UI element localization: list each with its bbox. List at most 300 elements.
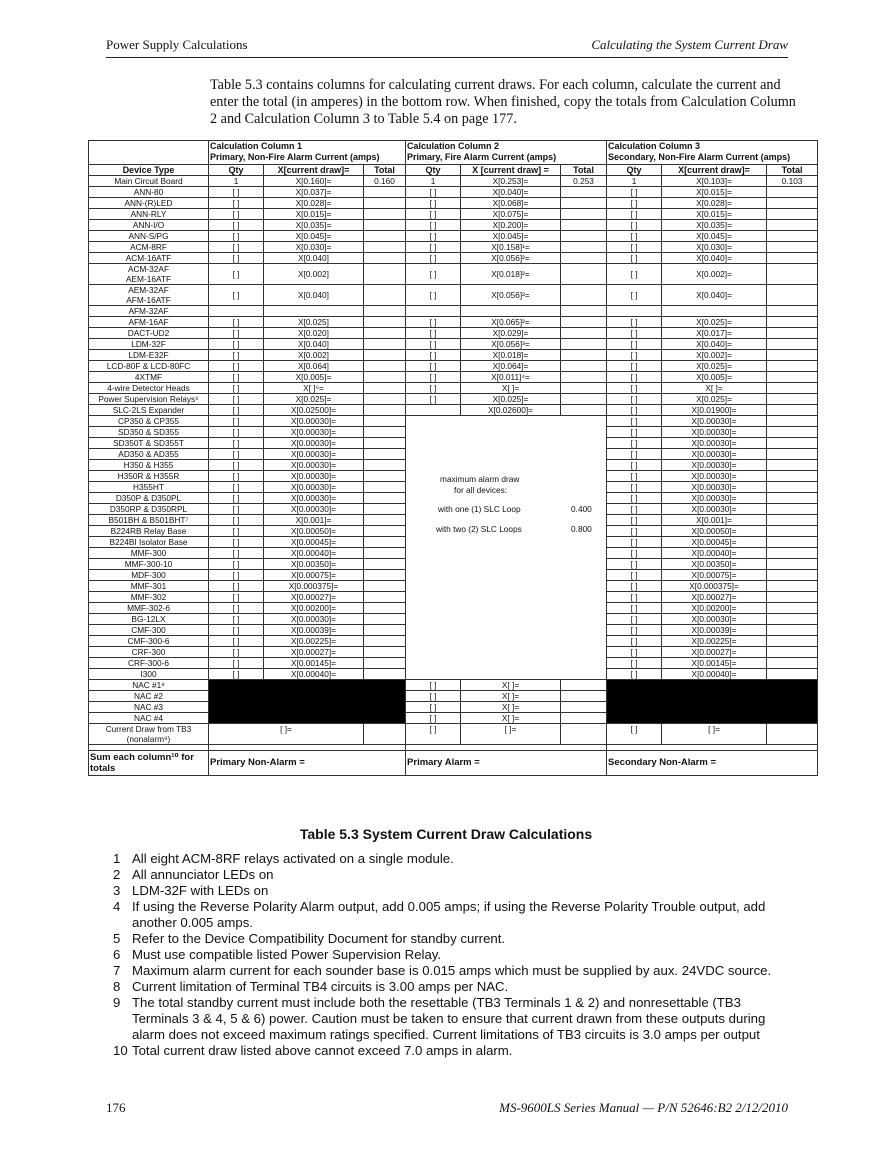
qty-field[interactable]: [ ] (607, 198, 662, 209)
qty-field[interactable]: [ ] (607, 515, 662, 526)
qty-field[interactable]: [ ] (607, 636, 662, 647)
table-row (89, 328, 818, 339)
total-field[interactable] (364, 647, 406, 658)
device-cell: CRF-300 (89, 647, 209, 658)
qty-field[interactable]: [ ] (607, 405, 662, 416)
total-field[interactable] (561, 264, 607, 285)
device-cell: MMF-300-10 (89, 559, 209, 570)
total-field[interactable] (767, 416, 818, 427)
total-field[interactable] (364, 209, 406, 220)
running-header-right: Calculating the System Current Draw (591, 37, 788, 52)
total-field[interactable] (364, 493, 406, 504)
total-field[interactable] (767, 570, 818, 581)
total-field[interactable] (364, 625, 406, 636)
footnote-text: All eight ACM-8RF relays activated on a single module. (132, 851, 454, 866)
total-field[interactable] (364, 482, 406, 493)
total-field[interactable] (767, 220, 818, 231)
qty-field[interactable]: [ ] (406, 285, 461, 306)
qty-field[interactable]: [ ] (209, 253, 264, 264)
device-cell: ACM-16ATF (89, 253, 209, 264)
total-field[interactable] (364, 253, 406, 264)
total-field[interactable] (767, 669, 818, 680)
qty-field[interactable]: [ ] (607, 482, 662, 493)
total-field[interactable] (364, 416, 406, 427)
device-cell: AFM-32AF (89, 306, 209, 317)
total-field[interactable] (364, 317, 406, 328)
total-field[interactable] (364, 636, 406, 647)
draw-cell: X[0.00030]= (662, 504, 767, 515)
total-field[interactable] (364, 570, 406, 581)
total-field[interactable] (364, 231, 406, 242)
current-draw-table (88, 140, 818, 776)
qty-field[interactable]: [ ] (209, 383, 264, 394)
qty-field[interactable]: [ ] (607, 187, 662, 198)
note-top-spacer (406, 416, 606, 474)
total-field[interactable] (364, 559, 406, 570)
qty-field[interactable]: [ ] (607, 285, 662, 306)
qty-field[interactable]: [ ] (209, 361, 264, 372)
total-cell[interactable]: 0.103 (767, 176, 818, 187)
draw-cell: X[0.025]= (662, 361, 767, 372)
qty-field[interactable]: [ ] (209, 493, 264, 504)
total-field[interactable] (561, 209, 607, 220)
device-cell: AFM-16AF (89, 317, 209, 328)
total-field[interactable] (767, 581, 818, 592)
draw-cell: X[0.00030]= (662, 471, 767, 482)
draw-cell: X[0.00030]= (264, 482, 364, 493)
qty-field[interactable]: [ ] (406, 713, 461, 724)
total-cell[interactable]: 0.160 (364, 176, 406, 187)
total-field[interactable] (767, 317, 818, 328)
total-field[interactable] (767, 394, 818, 405)
total-field[interactable] (364, 526, 406, 537)
qty-field[interactable]: [ ] (406, 680, 461, 691)
draw-cell: X[0.103]= (662, 176, 767, 187)
total-field[interactable] (767, 658, 818, 669)
draw-cell: X[0.040] (264, 253, 364, 264)
empty-cell (209, 306, 264, 317)
qty-field[interactable]: [ ] (607, 614, 662, 625)
footnote-number: 9 (113, 995, 121, 1010)
tb3-field[interactable]: [ ]= (209, 724, 364, 745)
total-field[interactable] (364, 242, 406, 253)
total-cell[interactable]: 0.253 (561, 176, 607, 187)
total-field[interactable] (561, 361, 607, 372)
total-field[interactable] (561, 383, 607, 394)
footnote-text: Must use compatible listed Power Supervision Relay. (132, 947, 442, 962)
qty-field[interactable]: [ ] (607, 493, 662, 504)
qty-field[interactable]: [ ] (209, 526, 264, 537)
qty-field[interactable]: [ ] (607, 669, 662, 680)
qty-field[interactable]: [ ] (607, 647, 662, 658)
qty-field[interactable]: [ ] (209, 614, 264, 625)
qty-field[interactable]: [ ] (607, 220, 662, 231)
qty-field[interactable]: [ ] (607, 460, 662, 471)
sum-s2-field[interactable]: Primary Alarm = (406, 751, 607, 776)
total-field[interactable] (561, 394, 607, 405)
qty-field[interactable]: [ ] (209, 427, 264, 438)
total-field[interactable] (767, 493, 818, 504)
total-field[interactable] (767, 460, 818, 471)
draw-cell: X[ ]= (662, 383, 767, 394)
qty-field[interactable]: [ ] (209, 581, 264, 592)
table-row (89, 339, 818, 350)
total-field[interactable] (561, 317, 607, 328)
qty-field[interactable]: [ ] (209, 669, 264, 680)
qty-field[interactable]: [ ] (406, 383, 461, 394)
total-field[interactable] (561, 713, 607, 724)
total-field[interactable] (767, 372, 818, 383)
qty-field[interactable]: [ ] (406, 317, 461, 328)
total-field[interactable] (561, 231, 607, 242)
qty-field[interactable]: [ ] (209, 592, 264, 603)
qty-field[interactable]: [ ] (209, 570, 264, 581)
total-field[interactable] (364, 350, 406, 361)
qty-field[interactable]: [ ] (209, 515, 264, 526)
table-row (89, 361, 818, 372)
qty-field[interactable]: [ ] (209, 209, 264, 220)
device-cell: AD350 & AD355 (89, 449, 209, 460)
footnote-number: 1 (113, 851, 121, 866)
device-cell: MDF-300 (89, 570, 209, 581)
total-field[interactable] (364, 328, 406, 339)
total-field[interactable] (561, 350, 607, 361)
total-field[interactable] (561, 328, 607, 339)
qty-field[interactable]: [ ] (406, 328, 461, 339)
draw-cell: X[0.253]= (461, 176, 561, 187)
qty-field[interactable]: [ ] (406, 198, 461, 209)
qty-field[interactable]: [ ] (607, 328, 662, 339)
qty-field[interactable]: [ ] (209, 220, 264, 231)
device-cell: LDM-E32F (89, 350, 209, 361)
qty-field[interactable]: [ ] (607, 658, 662, 669)
total-field[interactable] (364, 220, 406, 231)
device-cell: Power Supervision Relays⁶ (89, 394, 209, 405)
total-field[interactable] (767, 427, 818, 438)
total-field[interactable] (364, 460, 406, 471)
qty-field[interactable]: [ ] (607, 339, 662, 350)
total-field[interactable] (767, 647, 818, 658)
qty-field[interactable]: [ ] (209, 603, 264, 614)
qty-field[interactable]: [ ] (607, 504, 662, 515)
total-field[interactable] (364, 361, 406, 372)
footnote-item (113, 963, 793, 979)
draw-cell: X[0.001]= (662, 515, 767, 526)
draw-cell: X[0.002]= (662, 264, 767, 285)
qty-field[interactable]: [ ] (607, 253, 662, 264)
qty-field[interactable]: [ ] (607, 361, 662, 372)
draw-header-1: X[current draw]= (264, 165, 364, 176)
qty-field[interactable]: [ ] (607, 231, 662, 242)
footnote-item (113, 995, 793, 1043)
total-field[interactable] (364, 339, 406, 350)
total-field[interactable] (767, 515, 818, 526)
total-field[interactable] (767, 449, 818, 460)
total-field[interactable] (767, 242, 818, 253)
total-field[interactable] (364, 198, 406, 209)
total-field[interactable] (767, 504, 818, 515)
total-field[interactable] (767, 264, 818, 285)
total-field[interactable] (364, 515, 406, 526)
total-field[interactable] (561, 253, 607, 264)
total-field[interactable] (767, 471, 818, 482)
qty-field[interactable]: [ ] (209, 242, 264, 253)
total-field[interactable] (364, 724, 406, 745)
total-field[interactable] (767, 603, 818, 614)
draw-cell: X[0.015]= (662, 187, 767, 198)
qty-field[interactable]: [ ] (209, 198, 264, 209)
qty-field[interactable]: [ ] (209, 339, 264, 350)
qty-field[interactable]: [ ] (607, 537, 662, 548)
qty-cell[interactable]: 1 (406, 176, 461, 187)
qty-field[interactable]: [ ] (209, 394, 264, 405)
total-field[interactable] (767, 625, 818, 636)
qty-field[interactable]: [ ] (209, 187, 264, 198)
device-cell: ANN-RLY (89, 209, 209, 220)
qty-field[interactable]: [ ] (209, 647, 264, 658)
total-field[interactable] (767, 548, 818, 559)
qty-field[interactable]: [ ] (607, 548, 662, 559)
qty-field[interactable]: [ ] (406, 691, 461, 702)
max-alarm-line1: maximum alarm draw (440, 474, 520, 484)
tb3-field[interactable]: [ ]= (461, 724, 561, 745)
qty-field[interactable]: [ ] (406, 361, 461, 372)
qty-field[interactable]: [ ] (406, 702, 461, 713)
total-field[interactable] (767, 198, 818, 209)
total-field[interactable] (364, 264, 406, 285)
total-field[interactable] (767, 614, 818, 625)
footnote-item (113, 867, 793, 883)
total-field[interactable] (767, 306, 818, 317)
total-field[interactable] (364, 537, 406, 548)
qty-cell[interactable]: 1 (607, 176, 662, 187)
qty-field[interactable]: [ ] (607, 317, 662, 328)
qty-field[interactable]: [ ] (209, 471, 264, 482)
qty-field[interactable]: [ ] (209, 350, 264, 361)
table-row-tb3 (89, 724, 818, 745)
total-field[interactable] (767, 187, 818, 198)
qty-field[interactable]: [ ] (406, 209, 461, 220)
total-field[interactable] (364, 285, 406, 306)
qty-field[interactable]: [ ] (209, 416, 264, 427)
total-field[interactable] (767, 253, 818, 264)
draw-cell: X[0.00030]= (264, 449, 364, 460)
qty-field[interactable]: [ ] (209, 537, 264, 548)
total-field[interactable] (364, 306, 406, 317)
qty-field[interactable]: [ ] (209, 372, 264, 383)
device-cell: H350R & H355R (89, 471, 209, 482)
qty-field[interactable]: [ ] (607, 526, 662, 537)
total-field[interactable] (767, 383, 818, 394)
total-field[interactable] (767, 537, 818, 548)
qty-field[interactable]: [ ] (607, 592, 662, 603)
qty-field[interactable]: [ ] (406, 264, 461, 285)
total-field[interactable] (364, 449, 406, 460)
total-field[interactable] (364, 438, 406, 449)
qty-field[interactable]: [ ] (406, 242, 461, 253)
qty-field[interactable]: [ ] (209, 231, 264, 242)
qty-field[interactable]: [ ] (406, 339, 461, 350)
total-field[interactable] (561, 691, 607, 702)
qty-field[interactable]: [ ] (607, 416, 662, 427)
total-field[interactable] (561, 187, 607, 198)
device-cell: 4XTMF (89, 372, 209, 383)
total-field[interactable] (364, 187, 406, 198)
total-field[interactable] (364, 471, 406, 482)
qty-field[interactable]: [ ] (607, 449, 662, 460)
qty-field[interactable]: [ ] (209, 482, 264, 493)
qty-field[interactable]: [ ] (607, 242, 662, 253)
total-field[interactable] (561, 242, 607, 253)
total-field[interactable] (767, 526, 818, 537)
total-field[interactable] (561, 220, 607, 231)
draw-cell (662, 306, 767, 317)
total-field[interactable] (767, 724, 818, 745)
draw-cell: X[0.200]= (461, 220, 561, 231)
table-row-nac (89, 680, 818, 691)
draw-cell: X[0.075]= (461, 209, 561, 220)
total-field[interactable] (767, 559, 818, 570)
total-field[interactable] (364, 581, 406, 592)
qty-field[interactable]: [ ] (209, 285, 264, 306)
qty-field[interactable]: [ ] (209, 548, 264, 559)
qty-field[interactable]: [ ] (607, 724, 662, 745)
total-field[interactable] (561, 372, 607, 383)
device-cell: H355HT (89, 482, 209, 493)
qty-field[interactable]: [ ] (607, 559, 662, 570)
total-field[interactable] (364, 383, 406, 394)
total-field[interactable] (767, 361, 818, 372)
qty-cell[interactable]: 1 (209, 176, 264, 187)
tb3-field[interactable]: [ ]= (662, 724, 767, 745)
qty-field[interactable]: [ ] (209, 625, 264, 636)
total-field[interactable] (767, 636, 818, 647)
draw-cell: X[0.017]= (662, 328, 767, 339)
total-field[interactable] (561, 724, 607, 745)
total-field[interactable] (364, 427, 406, 438)
qty-field[interactable]: [ ] (607, 209, 662, 220)
qty-field[interactable]: [ ] (406, 724, 461, 745)
total-field[interactable] (364, 603, 406, 614)
total-field[interactable] (561, 306, 607, 317)
qty-field[interactable]: [ ] (406, 231, 461, 242)
qty-field[interactable]: [ ] (406, 372, 461, 383)
device-cell: ANN-(R)LED (89, 198, 209, 209)
footnote-number: 3 (113, 883, 121, 898)
total-field[interactable] (767, 592, 818, 603)
total-field[interactable] (767, 285, 818, 306)
qty-field[interactable]: [ ] (607, 471, 662, 482)
total-field[interactable] (364, 504, 406, 515)
total-field[interactable] (561, 680, 607, 691)
total-field[interactable] (767, 328, 818, 339)
total-field[interactable] (767, 339, 818, 350)
total-field[interactable] (561, 198, 607, 209)
total-field[interactable] (767, 482, 818, 493)
draw-cell: X[0.00075]= (264, 570, 364, 581)
qty-field[interactable]: [ ] (209, 636, 264, 647)
one-slc-loop-row (406, 504, 606, 515)
qty-field[interactable]: [ ] (607, 603, 662, 614)
device-cell: SD350T & SD355T (89, 438, 209, 449)
total-field[interactable] (767, 438, 818, 449)
qty-field[interactable]: [ ] (209, 264, 264, 285)
total-field[interactable] (364, 548, 406, 559)
qty-field[interactable]: [ ] (209, 449, 264, 460)
qty-field[interactable]: [ ] (607, 350, 662, 361)
qty-field[interactable]: [ ] (209, 559, 264, 570)
footnote-item (113, 851, 793, 867)
total-field[interactable] (364, 592, 406, 603)
draw-cell: X[0.035]= (662, 220, 767, 231)
qty-field[interactable]: [ ] (209, 328, 264, 339)
qty-field[interactable]: [ ] (406, 350, 461, 361)
qty-field[interactable]: [ ] (209, 317, 264, 328)
total-field[interactable] (364, 394, 406, 405)
qty-field[interactable]: [ ] (607, 570, 662, 581)
qty-field[interactable]: [ ] (406, 187, 461, 198)
total-field[interactable] (561, 285, 607, 306)
device-cell: MMF-302-6 (89, 603, 209, 614)
total-field[interactable] (364, 405, 406, 416)
total-field[interactable] (767, 231, 818, 242)
draw-cell: X[0.00030]= (662, 614, 767, 625)
total-field[interactable] (364, 372, 406, 383)
total-field[interactable] (364, 669, 406, 680)
device-line: AEM-16ATF (125, 274, 172, 284)
device-cell: LCD-80F & LCD-80FC (89, 361, 209, 372)
draw-cell: X[0.001]= (264, 515, 364, 526)
qty-field[interactable]: [ ] (607, 372, 662, 383)
qty-field[interactable]: [ ] (209, 438, 264, 449)
qty-field[interactable]: [ ] (406, 253, 461, 264)
draw-cell: X[ ]= (461, 680, 561, 691)
qty-field[interactable]: [ ] (607, 264, 662, 285)
qty-field[interactable]: [ ] (406, 394, 461, 405)
qty-field[interactable]: [ ] (607, 427, 662, 438)
sum-s3-field[interactable]: Secondary Non-Alarm = (607, 751, 818, 776)
total-field[interactable] (364, 658, 406, 669)
qty-field[interactable]: [ ] (607, 581, 662, 592)
draw-cell: X[ ]= (461, 691, 561, 702)
qty-field[interactable]: [ ] (607, 438, 662, 449)
qty-field[interactable]: [ ] (209, 504, 264, 515)
total-field[interactable] (767, 350, 818, 361)
total-field[interactable] (561, 339, 607, 350)
total-field[interactable] (364, 614, 406, 625)
draw-cell: X[0.00030]= (264, 438, 364, 449)
sum-s1-field[interactable]: Primary Non-Alarm = (209, 751, 406, 776)
footnote-text: LDM-32F with LEDs on (132, 883, 269, 898)
qty-field[interactable]: [ ] (607, 383, 662, 394)
draw-header-2: X [current draw] = (461, 165, 561, 176)
total-field[interactable] (561, 702, 607, 713)
device-cell: CRF-300-6 (89, 658, 209, 669)
footnote-number: 4 (113, 899, 121, 914)
qty-field[interactable]: [ ] (209, 460, 264, 471)
qty-field[interactable]: [ ] (209, 658, 264, 669)
qty-field[interactable]: [ ] (607, 394, 662, 405)
qty-field[interactable]: [ ] (607, 625, 662, 636)
total-field[interactable] (561, 405, 607, 416)
total-field[interactable] (767, 209, 818, 220)
device-line: Current Draw from TB3 (105, 724, 192, 734)
total-field[interactable] (767, 405, 818, 416)
draw-header-3: X[current draw]= (662, 165, 767, 176)
qty-field[interactable]: [ ] (406, 220, 461, 231)
draw-cell: X[0.005]= (264, 372, 364, 383)
qty-field[interactable]: [ ] (209, 405, 264, 416)
